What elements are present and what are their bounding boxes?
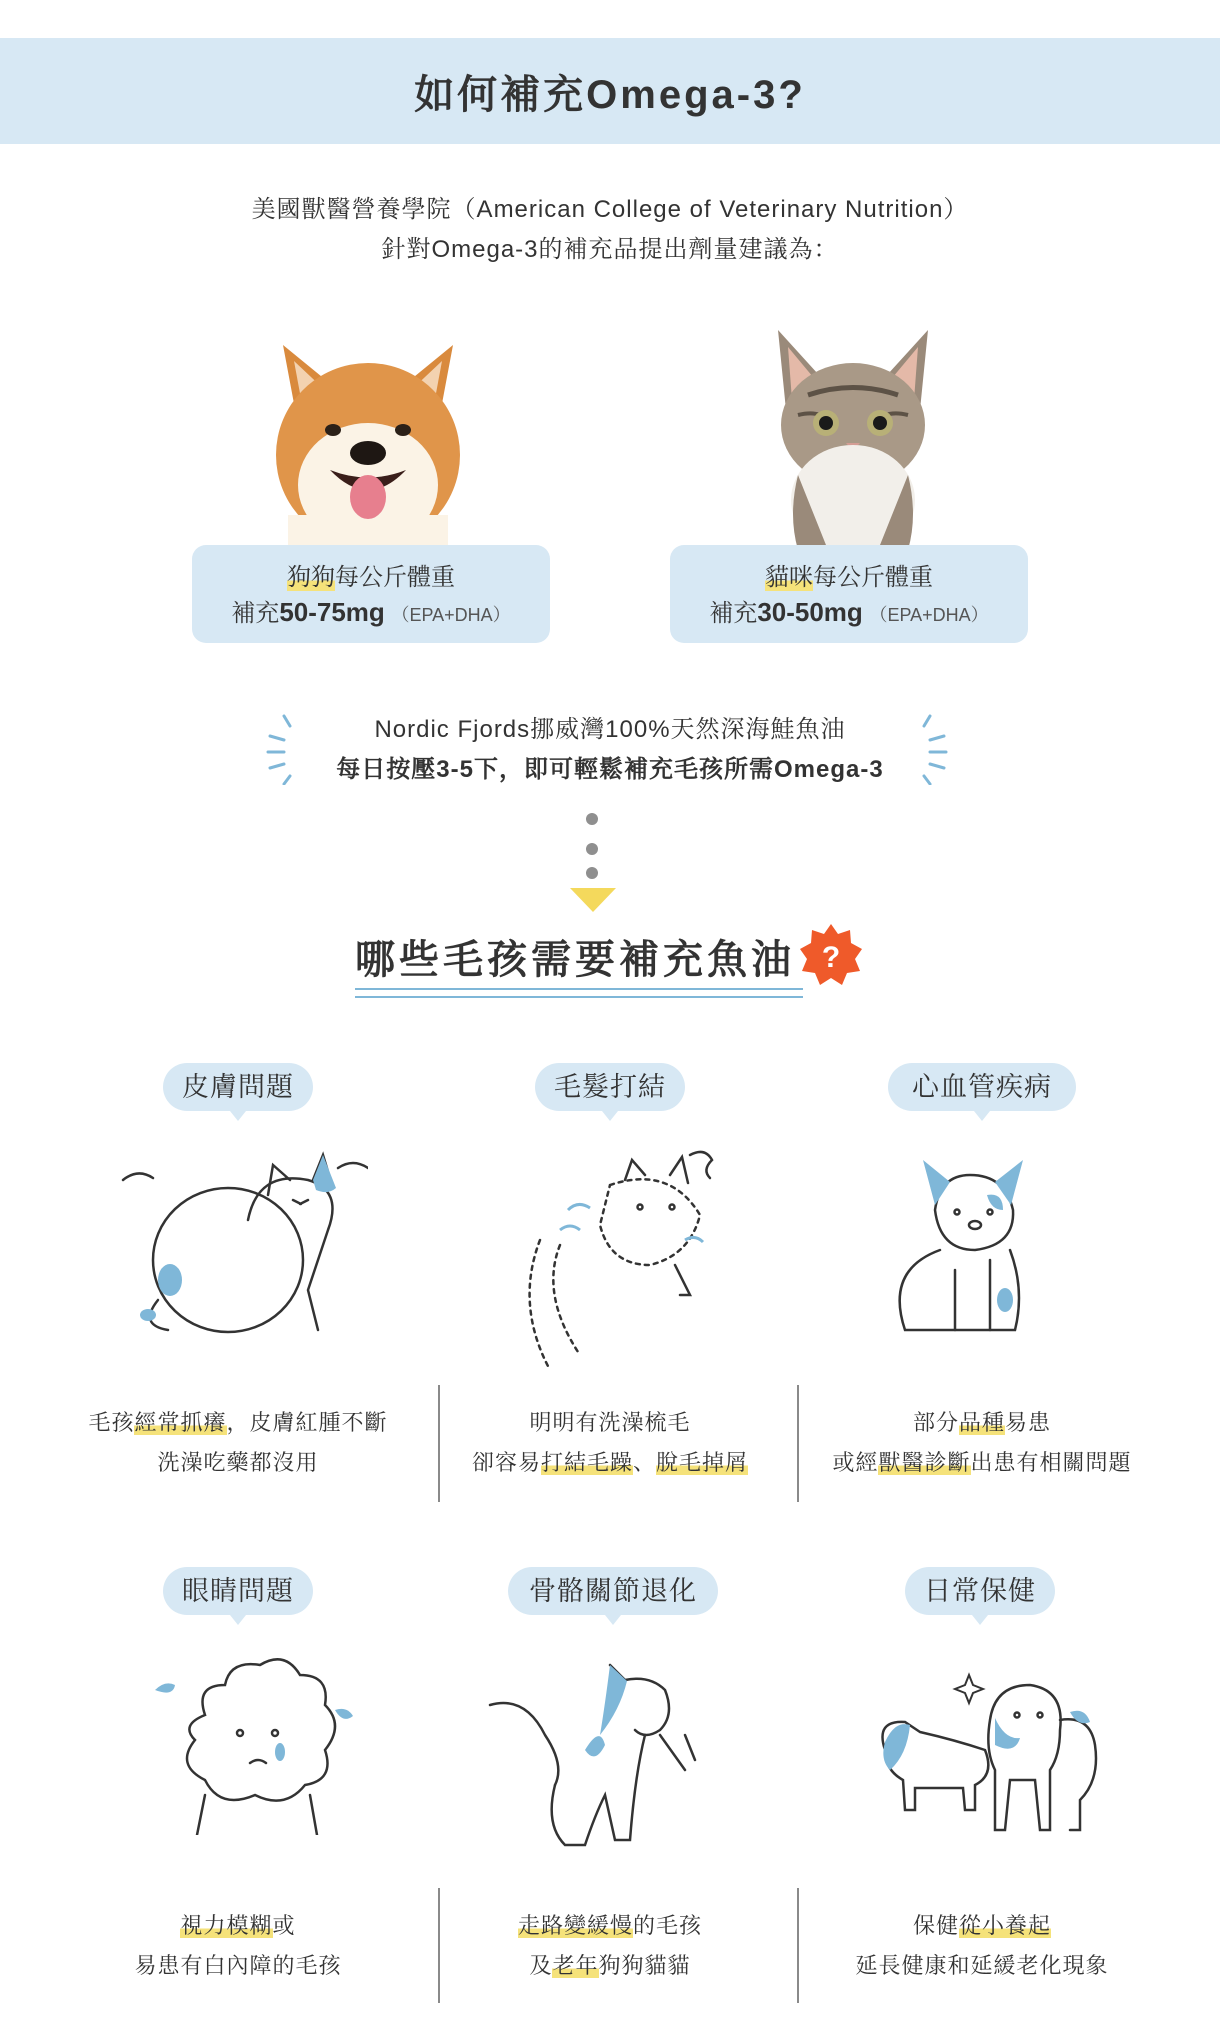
joints-description [430, 1906, 790, 1986]
desc-text: 明明有洗澡梳毛 [529, 1410, 691, 1435]
divider-dot [586, 867, 598, 879]
cat-label-rest: 每公斤體重 [813, 564, 933, 591]
fluffy-cat-icon [520, 1145, 740, 1375]
desc-text: 及 [529, 1953, 553, 1978]
desc-text: 出患有相關問題 [970, 1450, 1132, 1475]
down-arrow-icon [570, 888, 616, 912]
dog-label: 狗狗 [287, 564, 335, 591]
desc-highlight: 走路變緩慢 [517, 1913, 633, 1938]
title-underline [355, 996, 803, 998]
section-title: 哪些毛孩需要補充魚油 [355, 938, 795, 982]
daily-care-description [802, 1906, 1162, 1986]
section-title-wrap [355, 928, 805, 988]
desc-text: 保健 [912, 1913, 959, 1938]
dog-photo [258, 335, 478, 550]
desc-text: 易患有白內障的毛孩 [134, 1953, 342, 1978]
cat-dose: 30-50mg [757, 597, 863, 627]
dachshund-and-dog-icon [845, 1660, 1125, 1840]
desc-text: 或 [272, 1913, 296, 1938]
crying-poodle-icon [145, 1655, 365, 1835]
tag-skin: 皮膚問題 [163, 1063, 313, 1111]
desc-text: 或經 [832, 1450, 879, 1475]
intro-text [0, 190, 1220, 270]
cat-dose-prefix: 補充 [709, 600, 758, 627]
dog-dose-unit: （EPA+DHA） [391, 605, 511, 625]
dog-dose-card [192, 545, 550, 643]
desc-text: 的毛孩 [633, 1913, 703, 1938]
dog-dose-prefix: 補充 [231, 600, 280, 627]
desc-highlight: 從小養起 [959, 1913, 1052, 1938]
dog-dose: 50-75mg [279, 597, 385, 627]
desc-highlight: 經常抓癢 [134, 1410, 227, 1435]
heart-description [802, 1403, 1162, 1483]
desc-highlight: 打結毛躁 [540, 1450, 633, 1475]
desc-text: 毛孩 [88, 1410, 135, 1435]
cat-dose-unit: （EPA+DHA） [869, 605, 989, 625]
nordic-line-2: 每日按壓3-5下，即可輕鬆補充毛孩所需Omega-3 [336, 756, 884, 783]
page-title: 如何補充Omega-3? [414, 72, 806, 117]
desc-text: 部分 [912, 1410, 959, 1435]
desc-text: 易患 [1005, 1410, 1052, 1435]
nordic-line-1: Nordic Fjords挪威灣100%天然深海鮭魚油 [374, 716, 846, 743]
nordic-text [0, 710, 1220, 790]
header-band [0, 38, 1220, 144]
stretching-cat-icon [485, 1655, 725, 1855]
divider-dot [586, 813, 598, 825]
cat-dose-card [670, 545, 1028, 643]
desc-text: 延長健康和延緩老化現象 [855, 1953, 1109, 1978]
scratching-cat-icon [118, 1140, 368, 1345]
tag-daily-care: 日常保健 [905, 1567, 1055, 1615]
sitting-dog-icon [895, 1150, 1055, 1340]
question-badge-icon [798, 922, 864, 988]
desc-highlight: 老年 [552, 1953, 599, 1978]
desc-highlight: 視力模糊 [180, 1913, 273, 1938]
tag-joints: 骨骼關節退化 [508, 1567, 718, 1615]
intro-line-1: 美國獸醫營養學院（American College of Veterinary Nutrition） [251, 196, 969, 223]
desc-text: 洗澡吃藥都沒用 [157, 1450, 319, 1475]
tag-eyes: 眼睛問題 [163, 1567, 313, 1615]
column-divider [797, 1888, 799, 2003]
intro-line-2: 針對Omega-3的補充品提出劑量建議為： [381, 236, 839, 263]
desc-text: 卻容易 [471, 1450, 541, 1475]
tag-heart: 心血管疾病 [888, 1063, 1076, 1111]
desc-highlight: 脫毛掉屑 [656, 1450, 749, 1475]
column-divider [797, 1385, 799, 1502]
dog-label-rest: 每公斤體重 [335, 564, 455, 591]
cat-label: 貓咪 [765, 564, 813, 591]
hair-description [430, 1403, 790, 1483]
title-underline [355, 988, 803, 990]
desc-text: 狗狗貓貓 [598, 1953, 691, 1978]
skin-description [58, 1403, 418, 1483]
desc-highlight: 獸醫診斷 [878, 1450, 971, 1475]
desc-text: 、 [633, 1450, 657, 1475]
eyes-description [58, 1906, 418, 1986]
question-mark: ? [821, 941, 841, 974]
tag-hair: 毛髮打結 [535, 1063, 685, 1111]
desc-highlight: 品種 [958, 1410, 1005, 1435]
divider-dot [586, 843, 598, 855]
cat-photo [768, 325, 938, 550]
desc-text: ，皮膚紅腫不斷 [226, 1410, 388, 1435]
